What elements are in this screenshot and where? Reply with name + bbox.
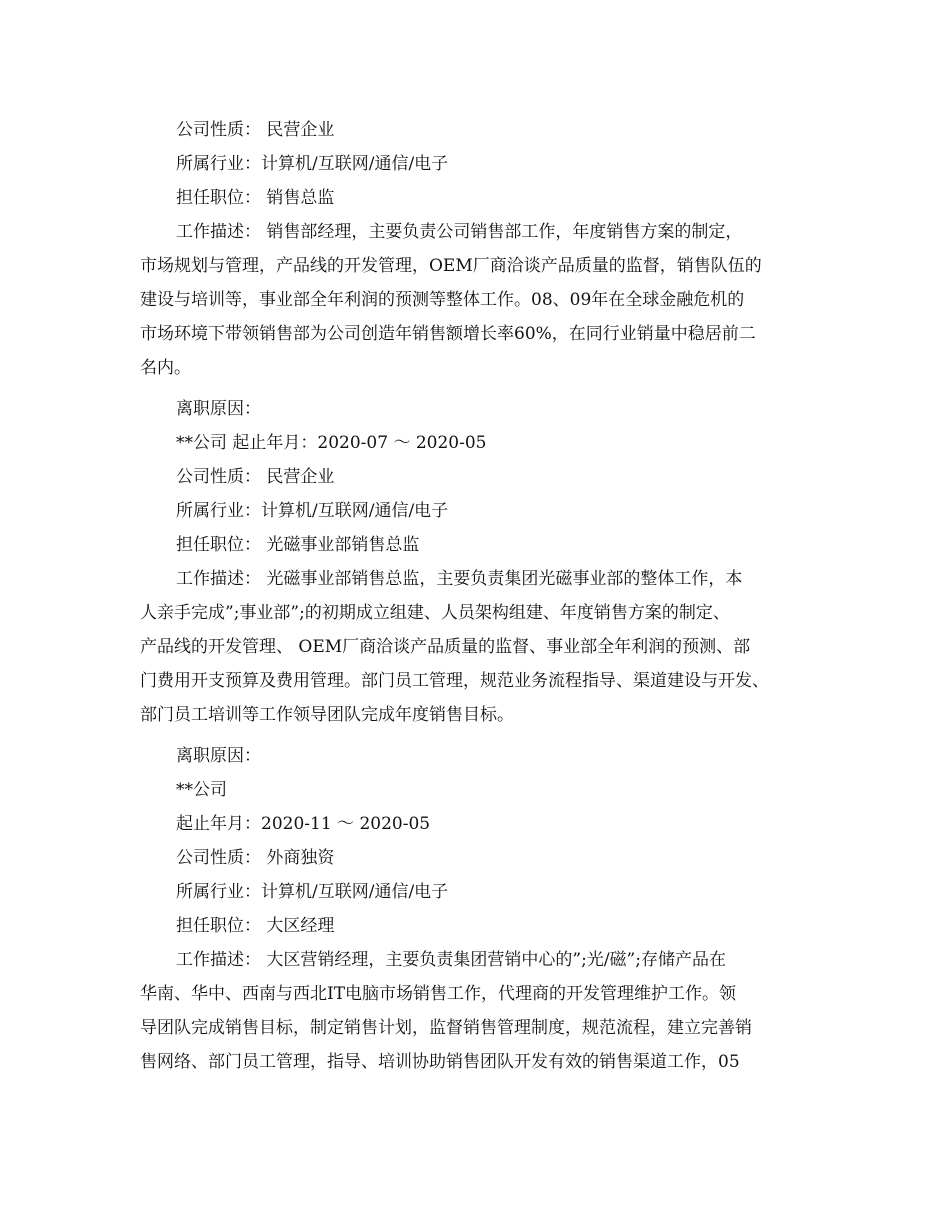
company-type-line-2: 公司性质： 民营企业 [176,467,335,487]
paragraph-line: 门费用开支预算及费用管理。部门员工管理，规范业务流程指导、渠道建设与开发、 [140,671,769,691]
company-name-line: **公司 [176,780,227,800]
company-period-line: **公司 起止年月：2020-07 ～ 2020-05 [176,433,487,453]
paragraph-line: 华南、华中、西南与西北IT电脑市场销售工作，代理商的开发管理维护工作。领 [140,984,737,1004]
period-line: 起止年月：2020-11 ～ 2020-05 [176,814,431,834]
job-description-line: 工作描述： 销售部经理，主要负责公司销售部工作，年度销售方案的制定， [176,222,743,242]
industry-line-2: 所属行业：计算机/互联网/通信/电子 [176,501,449,521]
position-line-2: 担任职位： 光磁事业部销售总监 [176,535,420,555]
position-line-3: 担任职位： 大区经理 [176,916,335,936]
job-description-line: 工作描述： 大区营销经理，主要负责集团营销中心的”;光/磁”;存储产品在 [176,950,726,970]
paragraph-line: 市场规划与管理，产品线的开发管理，OEM厂商洽谈产品质量的监督，销售队伍的 [140,256,762,276]
company-type-line-3: 公司性质： 外商独资 [176,848,335,868]
paragraph-line: 售网络、部门员工管理，指导、培训协助销售团队开发有效的销售渠道工作，05 [140,1052,740,1072]
paragraph-line: 导团队完成销售目标，制定销售计划，监督销售管理制度，规范流程，建立完善销 [140,1018,752,1038]
company-type-line-1: 公司性质： 民营企业 [176,120,335,140]
job-description-line: 工作描述： 光磁事业部销售总监，主要负责集团光磁事业部的整体工作，本 [176,569,743,589]
position-line-1: 担任职位： 销售总监 [176,188,335,208]
paragraph-line: 名内。 [140,358,191,378]
paragraph-line: 部门员工培训等工作领导团队完成年度销售目标。 [140,705,514,725]
paragraph-line: 市场环境下带领销售部为公司创造年销售额增长率60%，在同行业销量中稳居前二 [140,324,756,344]
leaving-reason-line-1: 离职原因： [176,399,261,419]
leaving-reason-line-2: 离职原因： [176,746,261,766]
paragraph-line: 人亲手完成”;事业部”;的初期成立组建、人员架构组建、年度销售方案的制定、 [140,603,730,623]
industry-line-1: 所属行业：计算机/互联网/通信/电子 [176,154,449,174]
industry-line-3: 所属行业：计算机/互联网/通信/电子 [176,882,449,902]
paragraph-line: 建设与培训等，事业部全年利润的预测等整体工作。08、09年在全球金融危机的 [140,290,745,310]
paragraph-line: 产品线的开发管理、 OEM厂商洽谈产品质量的监督、事业部全年利润的预测、部 [140,637,751,657]
